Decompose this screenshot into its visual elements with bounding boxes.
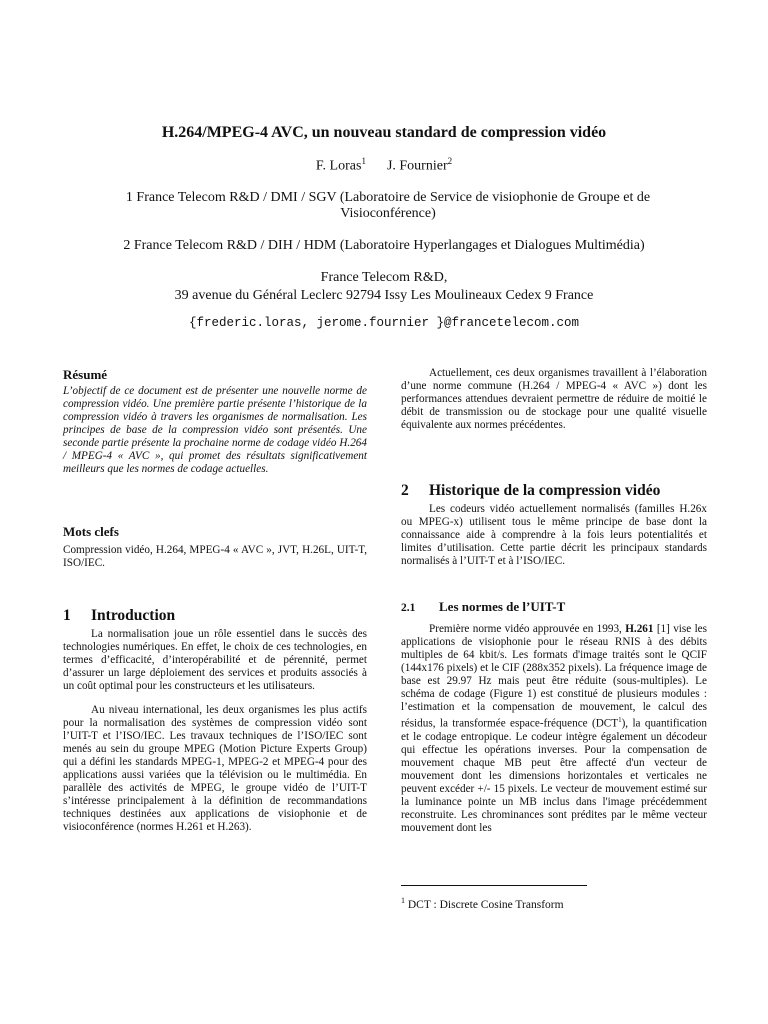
keywords-text: Compression vidéo, H.264, MPEG-4 « AVC », JVT, H.26L, UIT-T, ISO/IEC. (63, 544, 367, 569)
author-1-mark: 1 (361, 156, 366, 166)
footnote-separator (401, 885, 587, 886)
s21-text-c: ), la quantification et le codage entropique. Le codeur intègre également un décodeur qui effectue les opérations inverses. Pour la compensation de mouvement chaque MB peut être affecté d'un vecteur de mouvement dont les dimensions horizontales et verticales ne peuvent excéder +/- 15 pixels. Le vecteur de mouvement estimé sur la luminance pointe un MB inclus dans l'image précédemment reconstruite. Les chrominances sont prédites par le même vecteur mouvement dont les (401, 717, 707, 834)
intro-paragraph-2: Au niveau international, les deux organismes les plus actifs pour la normalisation des systèmes de compression vidéo sont l’UIT-T et l’ISO/IEC. Les travaux techniques de l’ISO/IEC sont menés au sein du groupe MPEG (Motion Picture Experts Group) qui a défini les standards MPEG-1, MPEG-2 et MPEG-4 pour des applications aussi variées que la télévision ou le multimédia. En parallèle des activités de MPEG, le groupe vidéo de l’UIT-T s’intéresse principalement à la définition de recommandations techniques destinées aux applications de visiophonie et de visioconférence (normes H.261 et H.263). (63, 704, 367, 833)
resume-section (63, 368, 367, 476)
resume-text: L’objectif de ce document est de présenter une nouvelle norme de compression vidéo. Une première partie présente l’historique de la compression vidéo à travers les organismes de normalisation. Les principes de base de la compression vidéo sont présentés. Une seconde partie présente la prochaine norme de codage vidéo H.264 / MPEG-4 « AVC », qui promet des résultats significativement meilleurs que les normes de codage actuelles. (63, 385, 367, 475)
affiliation-1: 1 France Telecom R&D / DMI / SGV (Laboratoire de Service de visiophonie de Groupe et de Visioconférence) (125, 190, 651, 221)
actuellement-text: Actuellement, ces deux organismes travaillent à l’élaboration d’une norme commune (H.264 / MPEG-4 « AVC ») dont les performances attendues devraient permettre de réduire de moitié le débit de transmission ou de stockage pour une qualité visuelle équivalente aux normes précédentes. (401, 367, 707, 431)
h261-bold: H.261 (625, 623, 654, 635)
introduction-section (63, 609, 367, 834)
email-line: {frederic.loras, jerome.fournier }@francetelecom.com (188, 316, 580, 330)
section-2-number: 2 (401, 482, 409, 499)
paper-title: H.264/MPEG-4 AVC, un nouveau standard de compression vidéo (161, 124, 607, 141)
author-2-mark: 2 (447, 156, 453, 166)
section-2-title: Historique de la compression vidéo (429, 482, 661, 499)
intro-paragraph-1: La normalisation joue un rôle essentiel dans le succès des technologies numériques. En effet, le choix de ces technologies, en termes d’efficacité, d’interopérabilité et de pérennité, permet d’assurer un large déploiement des services et produits associés à un coût optimal pour les constructeurs et les utilisateurs. (63, 628, 367, 692)
section-2 (401, 484, 707, 568)
introduction-heading (63, 609, 367, 622)
s21-text-b: [1] vise les applications de visiophonie pour le réseau RNIS à des débits multiples de 64 kbit/s. Les formats d'image traités sont le QCIF (144x176 pixels) et le CIF (288x352 pixels). La fréquence image de base est 29.97 Hz mais peut être réduite (sous-multiples). Le schéma de codage (Figure 1) est constitué de plusieurs modules : l’estimation et la compensation de mouvement, le calcul des résidus, la transformée espace-fréquence (DCT (401, 623, 708, 730)
author-2: J. Fournier (386, 158, 448, 174)
s21-text-a: Première norme vidéo approuvée en 1993, (429, 623, 626, 635)
section-2-1-paragraph (401, 623, 707, 835)
address-line-1: France Telecom R&D, (320, 270, 448, 285)
address-line-2: 39 avenue du Général Leclerc 92794 Issy Les Moulineaux Cedex 9 France (174, 288, 594, 303)
footnote-text: DCT : Discrete Cosine Transform (405, 898, 564, 911)
authors (0, 156, 768, 175)
address (0, 269, 768, 305)
section-2-paragraph: Les codeurs vidéo actuellement normalisés (familles H.26x ou MPEG-x) utilisent tous le même principe de base dont la connaissance aide à comprendre à la fois leurs potentialités et limites d’utilisation. Cette partie décrit les principaux standards normalisés à l’UIT-T et à l’ISO/IEC. (401, 503, 707, 567)
introduction-number: 1 (63, 607, 71, 624)
keywords-section (63, 525, 367, 570)
section-2-1-heading (401, 600, 707, 615)
section-2-1-title: Les normes de l’UIT-T (439, 599, 566, 614)
actuellement-paragraph (401, 367, 707, 432)
section-2-1 (401, 600, 707, 835)
footnote (401, 896, 564, 911)
introduction-title: Introduction (91, 607, 176, 624)
footnote-mark: 1 (401, 896, 405, 905)
section-2-1-number: 2.1 (401, 602, 416, 614)
dct-footnote-mark: 1 (618, 716, 622, 724)
author-1: F. Loras (315, 158, 362, 174)
resume-heading: Résumé (63, 367, 108, 382)
keywords-heading: Mots clefs (63, 524, 119, 539)
affiliation-2: 2 France Telecom R&D / DIH / HDM (Laboratoire Hyperlangages et Dialogues Multimédia) (123, 238, 645, 253)
section-2-heading (401, 484, 707, 497)
